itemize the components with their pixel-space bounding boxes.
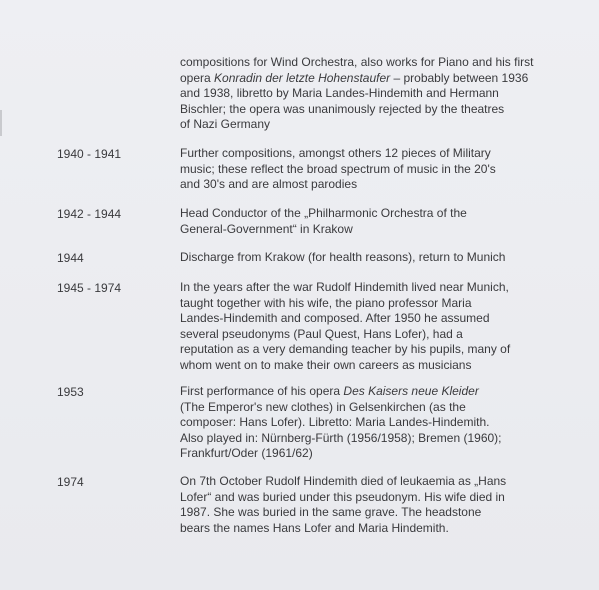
entry-description <box>180 55 560 133</box>
description-line: compositions for Wind Orchestra, also works for Piano and his first <box>180 55 534 69</box>
work-title: Des Kaisers neue Kleider <box>343 384 479 398</box>
description-line: opera Konradin der letzte Hohenstaufer – probably between 1936 <box>180 70 529 85</box>
entry-year: 1945 - 1974 <box>57 281 122 295</box>
description-line: (The Emperor's new clothes) in Gelsenkirchen (as the <box>180 399 466 414</box>
entry-description <box>180 206 560 237</box>
entry-year: 1974 <box>57 475 84 489</box>
description-line: Lofer“ and was buried under this pseudonym. His wife died in <box>180 489 505 504</box>
description-line: taught together with his wife, the piano professor Maria <box>180 295 472 310</box>
description-line: and 1938, libretto by Maria Landes-Hindemith and Hermann <box>180 86 499 100</box>
description-line: Bischler; the opera was unanimously rejected by the theatres <box>180 101 505 116</box>
entry-year: 1953 <box>57 385 84 399</box>
description-line: reputation as a very demanding teacher by his pupils, many of <box>180 342 511 356</box>
description-line: composer: Hans Lofer). Libretto: Maria Landes-Hindemith. <box>180 415 490 429</box>
description-line: On 7th October Rudolf Hindemith died of leukaemia as „Hans <box>180 474 507 488</box>
description-line: bears the names Hans Lofer and Maria Hindemith. <box>180 520 449 535</box>
description-line: Discharge from Krakow (for health reasons), return to Munich <box>180 250 506 264</box>
description-line: Also played in: Nürnberg-Fürth (1956/1958); Bremen (1960); <box>180 430 502 445</box>
description-line: several pseudonyms (Paul Quest, Hans Lofer), had a <box>180 326 463 341</box>
page-edge-mark <box>0 110 2 136</box>
description-line: In the years after the war Rudolf Hindemith lived near Munich, <box>180 280 509 294</box>
entry-description <box>180 250 560 266</box>
description-line: Landes-Hindemith and composed. After 1950 he assumed <box>180 311 490 325</box>
entry-year: 1944 <box>57 251 84 265</box>
entry-description <box>180 146 560 193</box>
work-title: Konradin der letzte Hohenstaufer <box>214 70 391 85</box>
description-line: whom went on to make their own careers as musicians <box>180 357 472 372</box>
entry-description <box>180 280 560 373</box>
description-line: and 30's and are almost parodies <box>180 177 358 191</box>
entry-description <box>180 474 560 536</box>
entry-year: 1942 - 1944 <box>57 207 122 221</box>
entry-year: 1940 - 1941 <box>57 147 122 161</box>
description-line: 1987. She was buried in the same grave. The headstone <box>180 505 482 519</box>
description-line: First performance of his opera Des Kaisers neue Kleider <box>180 384 479 398</box>
entry-description <box>180 384 560 462</box>
description-line: Head Conductor of the „Philharmonic Orchestra of the <box>180 206 467 220</box>
description-line: General-Government“ in Krakow <box>180 221 353 236</box>
description-line: music; these reflect the broad spectrum of music in the 20's <box>180 161 496 176</box>
description-line: Frankfurt/Oder (1961/62) <box>180 446 313 460</box>
description-line: of Nazi Germany <box>180 117 271 131</box>
description-line: Further compositions, amongst others 12 pieces of Military <box>180 146 491 160</box>
